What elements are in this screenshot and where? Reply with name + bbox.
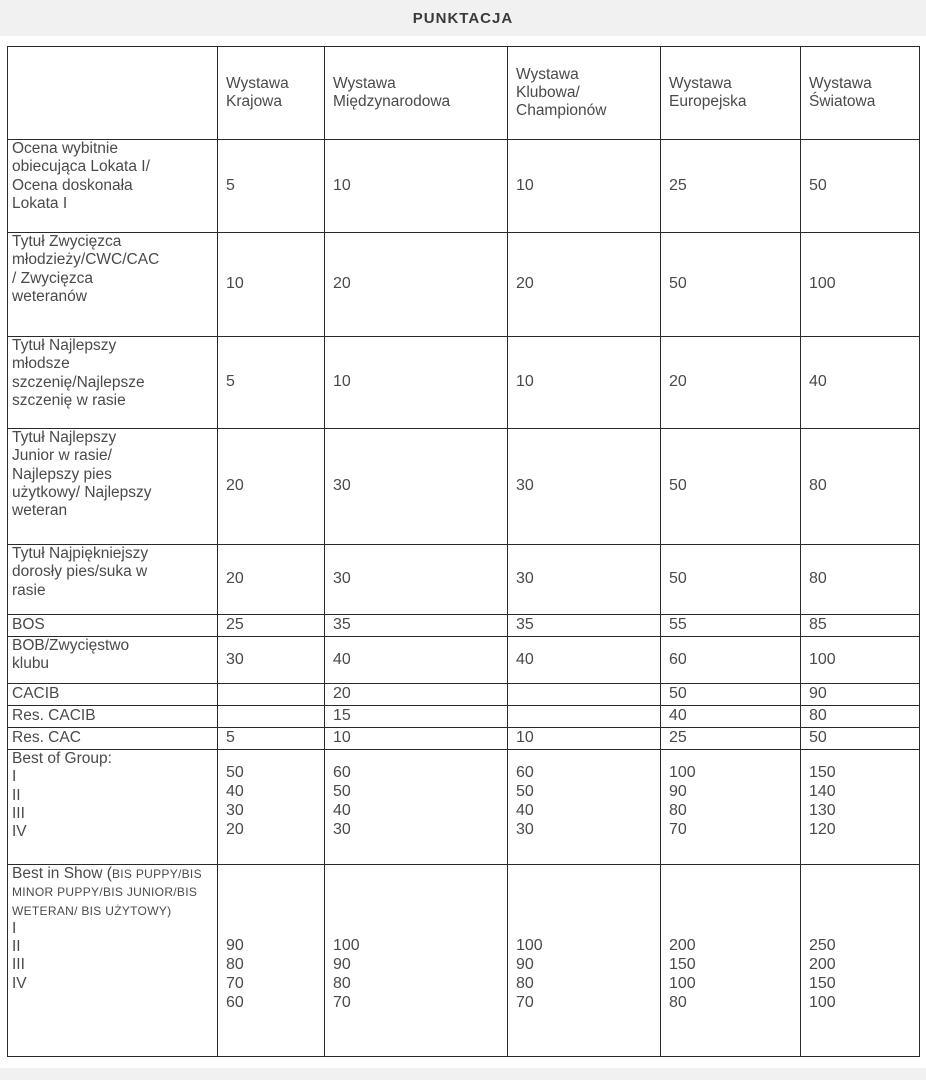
value-cell: 50 bbox=[661, 233, 801, 337]
value-cell: 50 40 30 20 bbox=[218, 750, 325, 865]
header-cell: Wystawa Światowa bbox=[801, 47, 920, 140]
value-cell: 30 bbox=[325, 429, 508, 545]
value-cell: 100 bbox=[801, 637, 920, 684]
row-label: Best of Group: I II III IV bbox=[8, 750, 218, 865]
value-cell: 60 50 40 30 bbox=[508, 750, 661, 865]
value-cell: 5 bbox=[218, 728, 325, 750]
value-cell: 30 bbox=[508, 429, 661, 545]
row-label: Tytuł Zwycięzca młodzieży/CWC/CAC / Zwycięzca weteranów bbox=[8, 233, 218, 337]
value-cell: 25 bbox=[661, 728, 801, 750]
value-cell: 15 bbox=[325, 706, 508, 728]
table-row bbox=[8, 728, 920, 750]
table-row bbox=[8, 684, 920, 706]
value-cell: 10 bbox=[508, 140, 661, 233]
table-row bbox=[8, 865, 920, 1057]
table-row bbox=[8, 750, 920, 865]
value-cell: 10 bbox=[508, 337, 661, 429]
value-cell: 10 bbox=[325, 140, 508, 233]
value-cell: 20 bbox=[325, 684, 508, 706]
value-cell: 100 90 80 70 bbox=[325, 865, 508, 1057]
value-cell bbox=[508, 684, 661, 706]
value-cell bbox=[508, 706, 661, 728]
value-cell: 100 bbox=[801, 233, 920, 337]
value-cell: 200 150 100 80 bbox=[661, 865, 801, 1057]
scoring-table bbox=[7, 46, 920, 1057]
row-label: Res. CACIB bbox=[8, 706, 218, 728]
value-cell: 30 bbox=[508, 545, 661, 615]
value-cell: 20 bbox=[218, 429, 325, 545]
value-cell: 25 bbox=[661, 140, 801, 233]
bottom-bar bbox=[0, 1068, 926, 1080]
row-label: BOB/Zwycięstwo klubu bbox=[8, 637, 218, 684]
value-cell bbox=[218, 706, 325, 728]
header-cell: Wystawa Klubowa/ Championów bbox=[508, 47, 661, 140]
value-cell: 50 bbox=[661, 429, 801, 545]
value-cell: 250 200 150 100 bbox=[801, 865, 920, 1057]
value-cell: 40 bbox=[801, 337, 920, 429]
value-cell: 5 bbox=[218, 140, 325, 233]
bis-label-main: Best in Show ( bbox=[12, 865, 112, 882]
value-cell: 80 bbox=[801, 429, 920, 545]
page-title: PUNKTACJA bbox=[412, 10, 514, 27]
value-cell: 80 bbox=[801, 706, 920, 728]
value-cell: 50 bbox=[661, 684, 801, 706]
row-label: Tytuł Najpiękniejszy dorosły pies/suka w rasie bbox=[8, 545, 218, 615]
value-cell: 5 bbox=[218, 337, 325, 429]
bis-label-categories: BIS PUPPY/BIS MINOR PUPPY/BIS JUNIOR/BIS WETERAN/ BIS UŻYTOWY) bbox=[12, 867, 202, 918]
value-cell: 35 bbox=[508, 615, 661, 637]
row-label: BOS bbox=[8, 615, 218, 637]
row-label: Ocena wybitnie obiecująca Lokata I/ Ocena doskonała Lokata I bbox=[8, 140, 218, 233]
value-cell: 40 bbox=[508, 637, 661, 684]
value-cell: 25 bbox=[218, 615, 325, 637]
value-cell: 50 bbox=[661, 545, 801, 615]
value-cell: 60 bbox=[661, 637, 801, 684]
value-cell: 60 50 40 30 bbox=[325, 750, 508, 865]
header-cell: Wystawa Krajowa bbox=[218, 47, 325, 140]
row-label: Tytuł Najlepszy Junior w rasie/ Najlepszy pies użytkowy/ Najlepszy weteran bbox=[8, 429, 218, 545]
value-cell: 100 90 80 70 bbox=[508, 865, 661, 1057]
row-label: CACIB bbox=[8, 684, 218, 706]
value-cell: 30 bbox=[218, 637, 325, 684]
row-label bbox=[8, 865, 218, 1057]
value-cell: 90 80 70 60 bbox=[218, 865, 325, 1057]
header-row bbox=[8, 47, 920, 140]
value-cell: 10 bbox=[218, 233, 325, 337]
table-row bbox=[8, 140, 920, 233]
table-row bbox=[8, 615, 920, 637]
value-cell: 50 bbox=[801, 728, 920, 750]
value-cell: 20 bbox=[661, 337, 801, 429]
header-cell bbox=[8, 47, 218, 140]
value-cell: 100 90 80 70 bbox=[661, 750, 801, 865]
table-row bbox=[8, 545, 920, 615]
value-cell: 10 bbox=[508, 728, 661, 750]
table-row bbox=[8, 337, 920, 429]
value-cell: 20 bbox=[218, 545, 325, 615]
table-row bbox=[8, 637, 920, 684]
value-cell: 40 bbox=[661, 706, 801, 728]
header-cell: Wystawa Europejska bbox=[661, 47, 801, 140]
value-cell bbox=[218, 684, 325, 706]
table-row bbox=[8, 233, 920, 337]
table-row bbox=[8, 706, 920, 728]
value-cell: 40 bbox=[325, 637, 508, 684]
value-cell: 10 bbox=[325, 728, 508, 750]
table-row bbox=[8, 429, 920, 545]
row-label: Res. CAC bbox=[8, 728, 218, 750]
value-cell: 85 bbox=[801, 615, 920, 637]
value-cell: 150 140 130 120 bbox=[801, 750, 920, 865]
value-cell: 20 bbox=[508, 233, 661, 337]
value-cell: 90 bbox=[801, 684, 920, 706]
title-bar bbox=[0, 0, 926, 36]
value-cell: 10 bbox=[325, 337, 508, 429]
value-cell: 20 bbox=[325, 233, 508, 337]
value-cell: 30 bbox=[325, 545, 508, 615]
value-cell: 80 bbox=[801, 545, 920, 615]
row-label: Tytuł Najlepszy młodsze szczenię/Najlepsze szczenię w rasie bbox=[8, 337, 218, 429]
bis-label-levels: I II III IV bbox=[12, 919, 27, 992]
value-cell: 35 bbox=[325, 615, 508, 637]
value-cell: 55 bbox=[661, 615, 801, 637]
header-cell: Wystawa Międzynarodowa bbox=[325, 47, 508, 140]
value-cell: 50 bbox=[801, 140, 920, 233]
